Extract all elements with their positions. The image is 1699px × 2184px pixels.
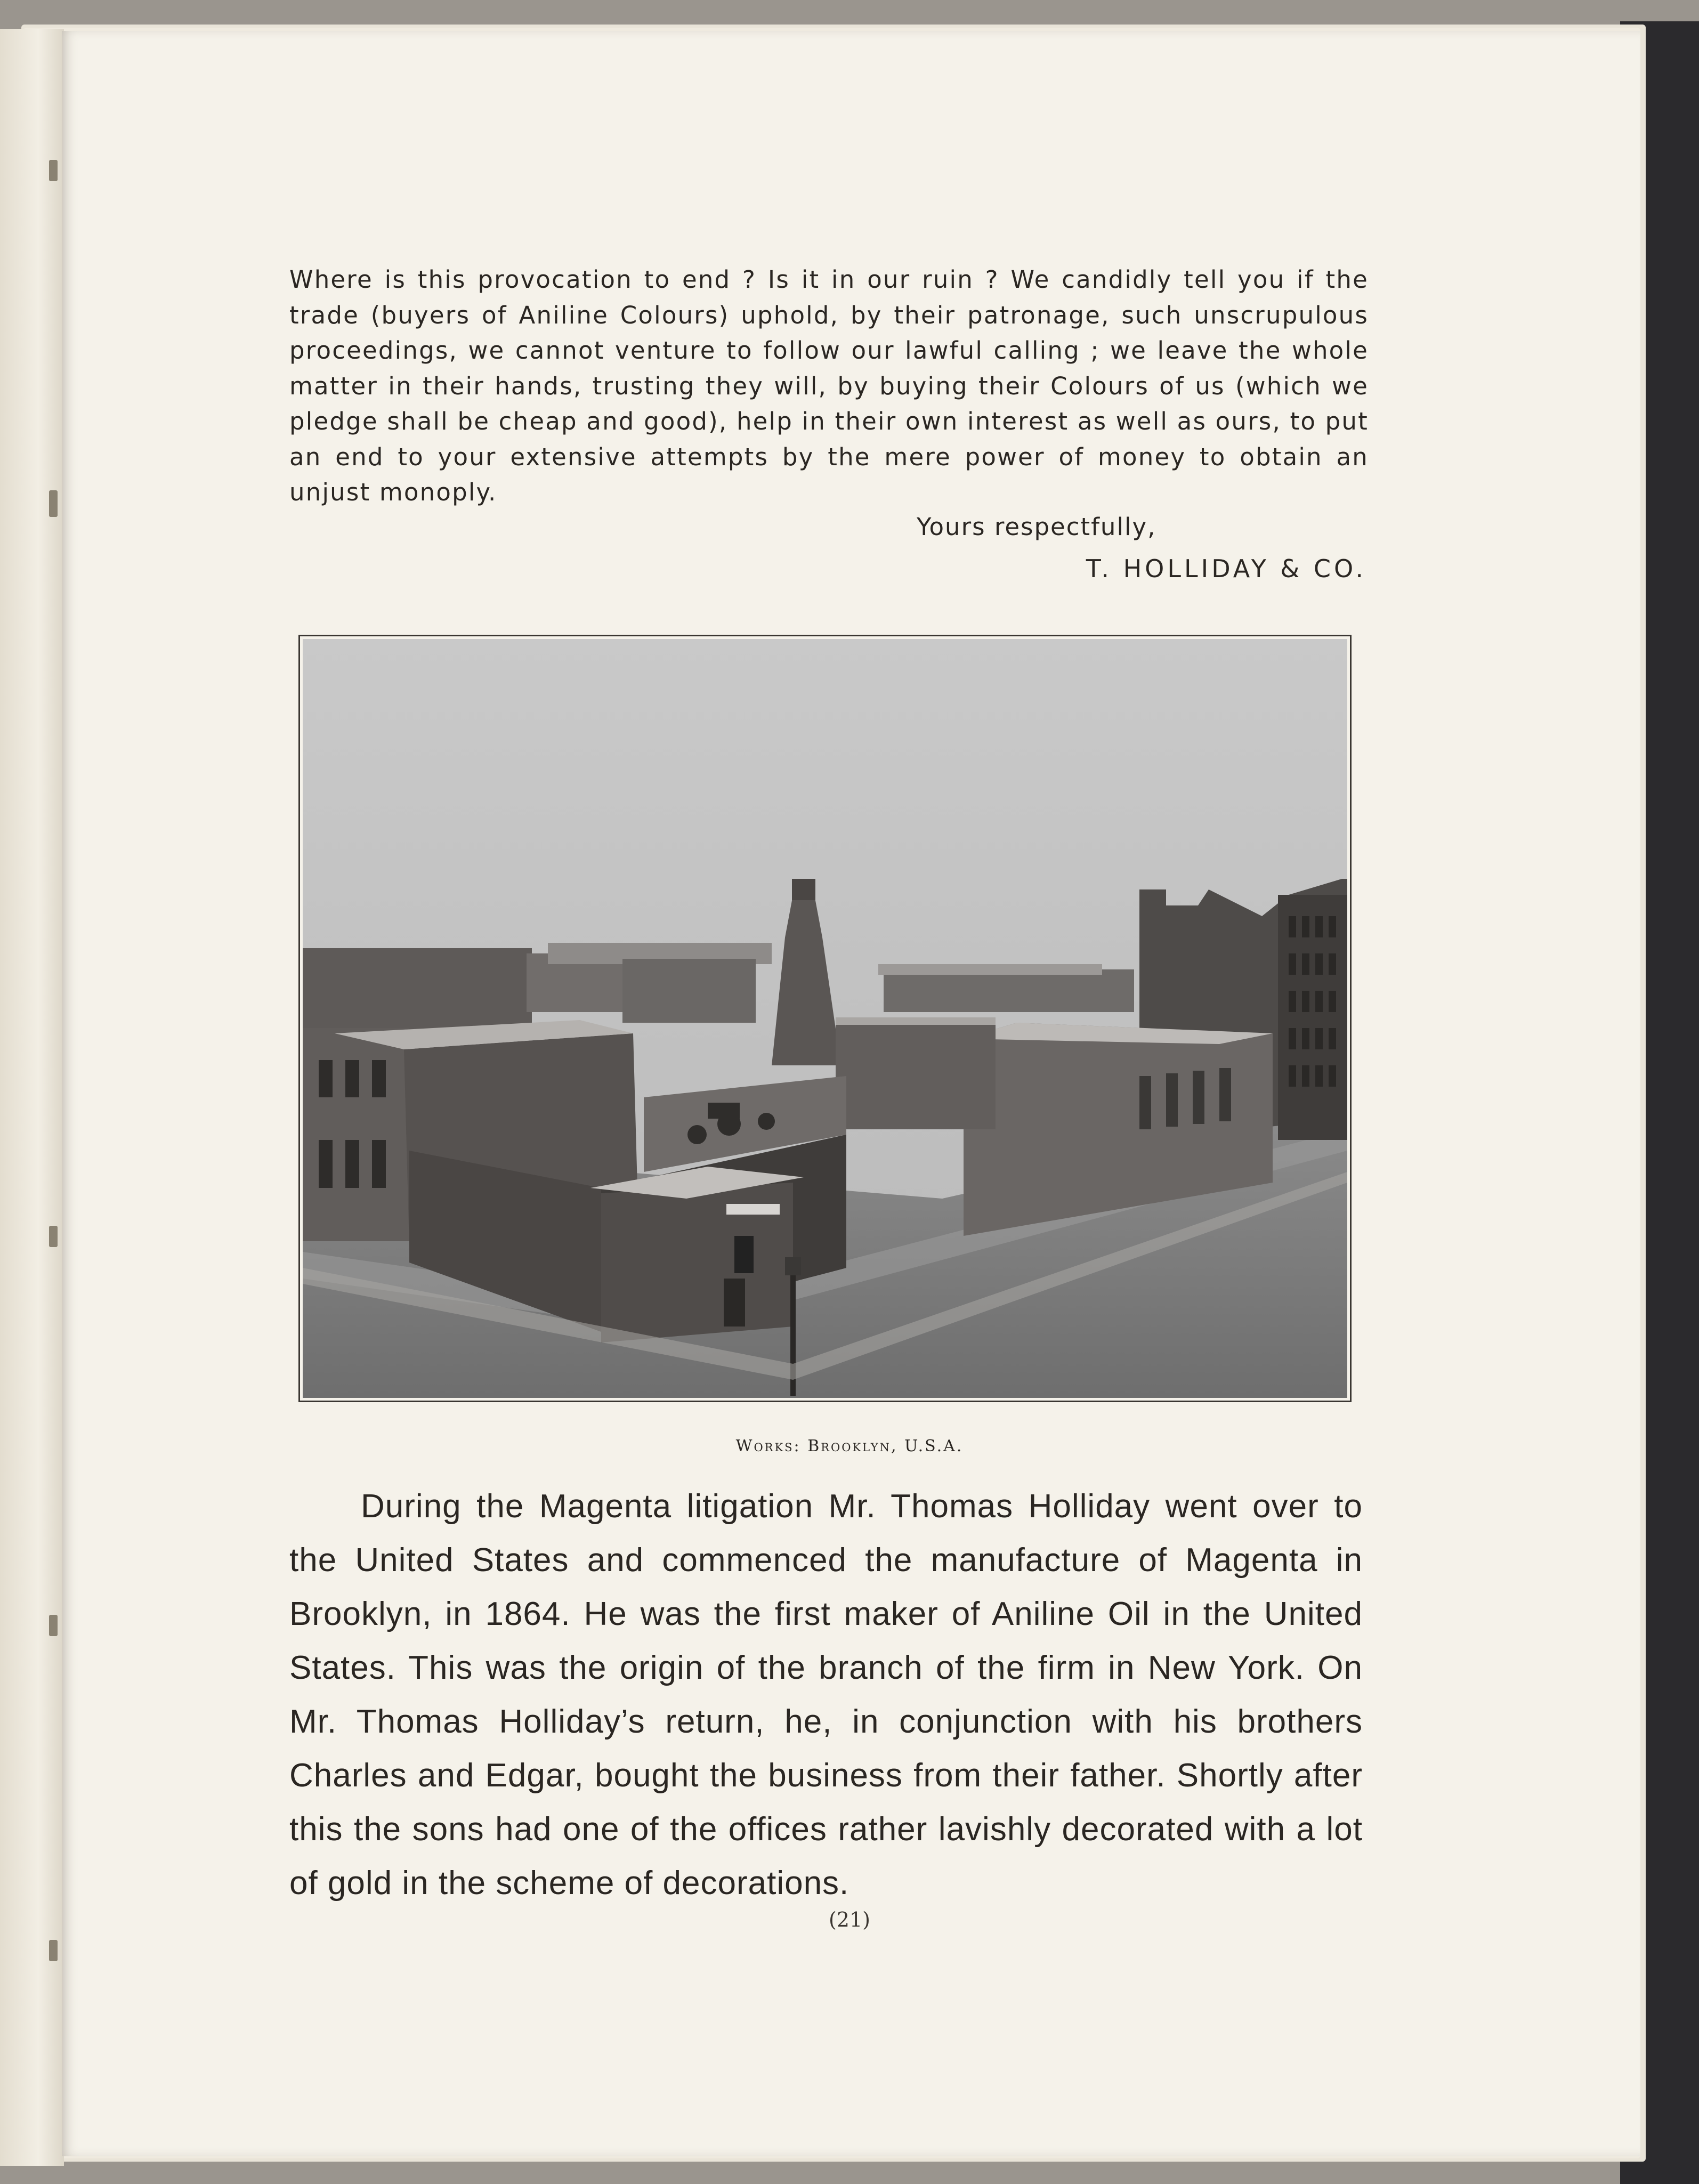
binding-stitch <box>49 1615 58 1636</box>
letter-paragraph: Where is this provocation to end ? Is it in our ruin ? We candidly tell you if the trade (buyers of Aniline Colours) uphold, by their patronage, such unscrupulous proceedings, we cannot venture to follow our lawful calling ; we leave the whole matter in their hands, trusting they will, by buying their Colours of us (which we pledge shall be cheap and good), help in their own interest as well as ours, to put an end to your extensive attempts by the mere power of money to obtain an unjust monoply. <box>289 265 1369 506</box>
binding-stitch <box>49 160 58 181</box>
letter-signature: T. HOLLIDAY & CO. <box>1086 554 1366 583</box>
body-paragraph: During the Magenta litigation Mr. Thomas Holliday went over to the United States and commenced the manufacture of Magenta in Brooklyn, in 1864. He was the first maker of Aniline Oil in the United States. This was the origin of the branch of the firm in New York. On Mr. Thomas Holliday’s return, he, in conjunction with his brothers Charles and Edgar, bought the business from their father. Shortly after this the sons had one of the offices rather lavishly decorated with a lot of gold in the scheme of decorations. <box>289 1488 1363 1902</box>
facing-page-edge <box>0 29 64 2166</box>
binding-stitch <box>49 490 58 517</box>
factory-photo-illustration <box>303 639 1347 1398</box>
figure-caption: Works: Brooklyn, U.S.A. <box>735 1437 964 1455</box>
binding-stitch <box>49 1226 58 1247</box>
letter-closing: Yours respectfully, <box>917 513 1156 541</box>
binding-stitch <box>49 1940 58 1961</box>
page-number: (21) <box>828 1908 870 1931</box>
works-photograph <box>298 635 1352 1402</box>
